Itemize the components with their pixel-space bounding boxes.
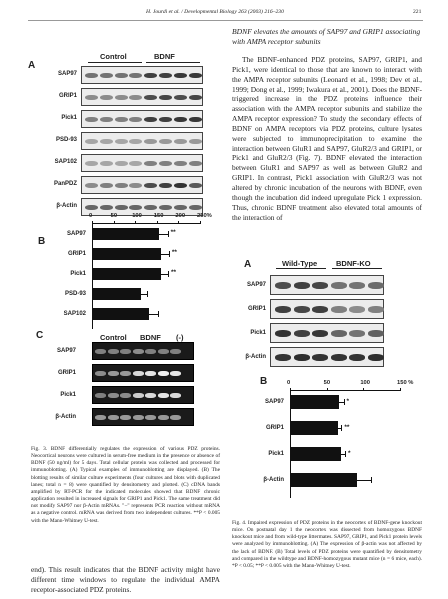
fig4-blot-label: Pick1 [250, 330, 266, 336]
blot-band [129, 73, 142, 78]
blot-band [115, 73, 128, 78]
fig4-band [294, 354, 310, 361]
fig4-band [312, 330, 328, 337]
fig4-error-cap [371, 477, 372, 483]
blot-band [189, 205, 202, 210]
blot-strip [81, 154, 203, 172]
gel-band [95, 349, 106, 354]
gel-band [120, 349, 131, 354]
error-cap [158, 311, 159, 317]
blot-band [115, 117, 128, 122]
fig4-significance-star: * [348, 450, 351, 457]
gel-band [133, 349, 144, 354]
bar [92, 308, 149, 320]
fig4-error-bar [357, 480, 370, 481]
x-tick-label: 200 [175, 213, 186, 219]
significance-star: ** [171, 249, 177, 256]
left-body-text: end). This result indicates that the BDNF activity might have different time windows to regulate the individual AMPA receptor-associated PDZ proteins. [31, 565, 220, 594]
fig4-band [294, 306, 310, 313]
c-control-label: Control [100, 333, 127, 342]
blot-band [144, 205, 157, 210]
error-bar [161, 274, 168, 275]
gel-band [145, 371, 156, 376]
error-bar [161, 254, 169, 255]
wt-line [276, 268, 326, 269]
blot-band [159, 139, 172, 144]
fig4-error-cap [345, 451, 346, 457]
blot-band [129, 139, 142, 144]
gel-band [170, 371, 181, 376]
blot-band [189, 73, 202, 78]
fig4-band [331, 330, 347, 337]
blot-band [189, 117, 202, 122]
fig4-x-tick-label: 100 [360, 380, 370, 386]
gel-band [145, 349, 156, 354]
blot-band [159, 205, 172, 210]
gel-strip [92, 408, 194, 426]
blot-band [115, 183, 128, 188]
gel-band [170, 393, 181, 398]
blot-band [85, 139, 98, 144]
fig4-bar [290, 473, 357, 487]
x-tick-label: 0 [89, 213, 93, 219]
panel-b-letter: B [38, 236, 46, 247]
bar [92, 288, 141, 300]
blot-band [174, 139, 187, 144]
x-tick [200, 221, 201, 224]
blot-band [159, 183, 172, 188]
header-rule [28, 20, 423, 21]
blot-band [100, 161, 113, 166]
blot-strip [81, 66, 203, 84]
fig4-band [368, 282, 384, 289]
gel-label: β-Actin [55, 414, 76, 420]
panel-c-letter: C [36, 330, 44, 341]
fig4-band [349, 282, 365, 289]
fig4-band [294, 282, 310, 289]
fig4-bar [290, 447, 341, 461]
blot-label: PSD-93 [55, 137, 77, 143]
fig4-error-cap [341, 425, 342, 431]
wildtype-label: Wild-Type [282, 259, 318, 268]
fig4-band [294, 330, 310, 337]
blot-band [159, 117, 172, 122]
gel-band [133, 415, 144, 420]
blot-band [174, 183, 187, 188]
blot-band [159, 73, 172, 78]
running-title: H. Jourdi et al. / Developmental Biology 263 (2003) 216–230 [146, 9, 284, 15]
blot-label: SAP102 [54, 159, 77, 165]
error-bar [149, 314, 158, 315]
blot-band [159, 95, 172, 100]
gel-band [158, 415, 169, 420]
section-title: BDNF elevates the amounts of SAP97 and GRIP1 associating with AMPA receptor subunits [232, 27, 421, 46]
gel-label: GRIP1 [57, 370, 76, 376]
gel-strip [92, 342, 194, 360]
blot-strip [81, 176, 203, 194]
blot-band [144, 73, 157, 78]
fig4-band [349, 330, 365, 337]
blot-band [144, 117, 157, 122]
blot-band [85, 117, 98, 122]
gel-band [158, 349, 169, 354]
blot-strip [81, 110, 203, 128]
error-bar [159, 234, 168, 235]
x-tick-label: 250% [197, 213, 212, 219]
fig4-band [368, 354, 384, 361]
fig4-bar [290, 421, 338, 435]
fig4-x-tick-label: 50 [323, 380, 331, 386]
blot-band [129, 205, 142, 210]
fig4-blot-label: GRIP1 [247, 306, 266, 312]
blot-band [189, 95, 202, 100]
fig4-blot-strip [270, 347, 384, 367]
bar-category-label: SAP97 [66, 231, 86, 237]
gel-band [158, 393, 169, 398]
gel-band [158, 371, 169, 376]
gel-band [95, 371, 106, 376]
x-axis [92, 223, 200, 224]
blot-band [129, 117, 142, 122]
blot-band [174, 73, 187, 78]
fig4-band [275, 306, 291, 313]
gel-band [170, 415, 181, 420]
fig4-panel-b-letter: B [260, 376, 268, 387]
fig4-x-tick-label: 150 % [397, 380, 414, 386]
blot-band [115, 139, 128, 144]
fig4-band [349, 354, 365, 361]
bdnf-label: BDNF [154, 52, 175, 61]
blot-band [144, 139, 157, 144]
bar-category-label: PSD-93 [64, 291, 86, 297]
fig3-caption: Fig. 3. BDNF differentially regulates the expression of various PDZ proteins. Neocortical neurons were cultured in serum-free medium in the presence or absence of BDNF (50 ng/ml) for 5 days. Total cellular protein was collected and processed for immunoblotting. (A) Typical examples of immunoblotting are displayed. (B) The blotting results of similar culture experiments (four cultures and blots with duplicated lanes; total n = 8) were quantified by densitometry and plotted. (C) cDNA bands amplified by RT-PCR for the indicated molecules showed that BDNF chronic application resulted in increased signals for GRIP1 and Pick1. The same treatment did not modify SAP97 nor β-Actin mRNAs. "−" represents PCR reaction without mRNA as a negative control. mRNA was derived from two independent cultures. **P < 0.005 with the Mann-Whitney U-test. [31, 446, 220, 524]
blot-band [85, 95, 98, 100]
x-tick-label: 50 [110, 213, 118, 219]
fig4-band [312, 282, 328, 289]
gel-band [108, 371, 119, 376]
error-cap [168, 271, 169, 277]
blot-label: β-Actin [56, 203, 77, 209]
gel-strip [92, 364, 194, 382]
fig4-band [312, 354, 328, 361]
blot-label: PanPDZ [53, 181, 77, 187]
error-cap [147, 291, 148, 297]
fig4-band [331, 282, 347, 289]
blot-band [100, 117, 113, 122]
fig4-band [275, 282, 291, 289]
gel-band [170, 349, 181, 354]
fig4-bar-category-label: GRIP1 [265, 425, 284, 431]
x-tick-label: 150 [153, 213, 164, 219]
gel-band [120, 415, 131, 420]
figure-3 [28, 48, 223, 443]
error-cap [169, 251, 170, 257]
panel-a-letter: A [28, 60, 36, 71]
gel-band [133, 371, 144, 376]
fig4-bar-category-label: Pick1 [268, 451, 284, 457]
page-number: 221 [413, 9, 422, 15]
blot-band [174, 95, 187, 100]
gel-band [120, 393, 131, 398]
blot-band [85, 161, 98, 166]
blot-band [100, 183, 113, 188]
blot-label: GRIP1 [58, 93, 77, 99]
fig4-bar-category-label: SAP97 [264, 399, 284, 405]
blot-band [189, 139, 202, 144]
blot-band [189, 183, 202, 188]
blot-band [100, 139, 113, 144]
blot-band [115, 205, 128, 210]
bdnf-line [146, 62, 200, 63]
blot-strip [81, 88, 203, 106]
blot-band [129, 95, 142, 100]
blot-band [144, 161, 157, 166]
fig4-x-axis [290, 390, 400, 391]
gel-band [145, 415, 156, 420]
gel-band [108, 349, 119, 354]
fig4-x-tick-label: 0 [287, 380, 291, 386]
control-label: Control [100, 52, 127, 61]
fig4-error-cap [344, 399, 345, 405]
fig4-band [368, 330, 384, 337]
fig4-blot-strip [270, 275, 384, 295]
gel-band [95, 393, 106, 398]
significance-star: ** [170, 229, 176, 236]
fig4-blot-strip [270, 323, 384, 343]
fig4-band [368, 306, 384, 313]
blot-band [100, 205, 113, 210]
blot-band [115, 161, 128, 166]
fig4-significance-star: ** [344, 424, 350, 431]
gel-band [108, 415, 119, 420]
gel-strip [92, 386, 194, 404]
blot-strip [81, 132, 203, 150]
gel-band [133, 393, 144, 398]
blot-band [100, 95, 113, 100]
bar-category-label: SAP102 [63, 311, 86, 317]
fig4-band [275, 354, 291, 361]
bar-category-label: GRIP1 [67, 251, 86, 257]
blot-label: Pick1 [61, 115, 77, 121]
blot-band [85, 73, 98, 78]
error-cap [168, 231, 169, 237]
blot-band [115, 95, 128, 100]
fig4-blot-label: β-Actin [245, 354, 266, 360]
blot-band [129, 183, 142, 188]
fig4-caption: Fig. 4. Impaired expression of PDZ proteins in the neocortex of BDNF-gene knockout mice. On postnatal day 1 the neocortex was dissected from homozygous BDNF knockout mice and from wild-type littermates. SAP97, GRIP1, and Pick1 protein levels were analyzed by immunoblotting. (A) The expression of β-actin was not affected by the lack of BDNF. (B) Total levels of PDZ proteins were quantified by densitometry and compared in the wildtype and BDNF-homozygous mutant mice (n = 6 mice, each). *P < 0.05; **P < 0.005 with the Mann-Whitney U-test. [232, 520, 422, 569]
blot-band [85, 205, 98, 210]
bar-category-label: Pick1 [70, 271, 86, 277]
blot-band [174, 117, 187, 122]
fig4-band [312, 306, 328, 313]
blot-band [129, 161, 142, 166]
gel-band [120, 371, 131, 376]
x-tick-label: 100 [132, 213, 142, 219]
gel-band [108, 393, 119, 398]
bar [92, 268, 161, 280]
gel-band [95, 415, 106, 420]
right-body-text: The BDNF-enhanced PDZ proteins, SAP97, GRIP1, and Pick1, were identical to those that are known to interact with the AMPA receptor subunits (Leonard et al., 1998; Dev et al., 1999; Dong et al., 1999; Iwakura et al., 2001). Does the BDNF-triggered increase in the PDZ proteins influence their association with the AMPA receptor subunits and stabilize the AMPA receptor expression? To study the secondary effects of BDNF on AMPA receptors via PDZ proteins, culture lysates were subjected to immunoprecipitation to examine the interaction between GluR1 and SAP97, GluR2/3 and GRIP1, or Pick1 and GluR2/3 (Fig. 7). BDNF elevated the interaction between GluR1 and SAP97 as well as between GluR2 and GRIP1. In contrast, Pick1 association with GluR2/3 was not altered by chronic incubation of the neurons with BDNF, even though the incubation did indeed upregulate Pick 1 expression. Thus, chronic BDNF treatment also elevated total amounts of the interaction of [232, 55, 422, 222]
fig4-bar-category-label: β-Actin [263, 477, 284, 483]
bar [92, 248, 161, 260]
control-line [88, 62, 142, 63]
fig4-panel-a-letter: A [244, 259, 252, 270]
fig4-band [275, 330, 291, 337]
fig4-blot-label: SAP97 [246, 282, 266, 288]
significance-star: ** [171, 269, 177, 276]
gel-label: Pick1 [60, 392, 76, 398]
blot-band [144, 95, 157, 100]
blot-band [85, 183, 98, 188]
fig4-x-tick [400, 388, 401, 391]
ko-line [332, 268, 382, 269]
fig4-blot-strip [270, 299, 384, 319]
blot-band [174, 205, 187, 210]
blot-band [144, 183, 157, 188]
c-minus-label: (-) [176, 333, 184, 342]
bar [92, 228, 159, 240]
blot-band [174, 161, 187, 166]
gel-band [145, 393, 156, 398]
fig4-band [331, 306, 347, 313]
fig4-band [349, 306, 365, 313]
fig4-band [331, 354, 347, 361]
fig4-bar [290, 395, 339, 409]
blot-band [159, 161, 172, 166]
bdnfko-label: BDNF-KO [336, 259, 371, 268]
gel-label: SAP97 [56, 348, 76, 354]
figure-4 [236, 253, 426, 515]
blot-band [100, 73, 113, 78]
c-bdnf-label: BDNF [140, 333, 161, 342]
blot-label: SAP97 [57, 71, 77, 77]
blot-band [189, 161, 202, 166]
fig4-significance-star: * [346, 398, 350, 405]
